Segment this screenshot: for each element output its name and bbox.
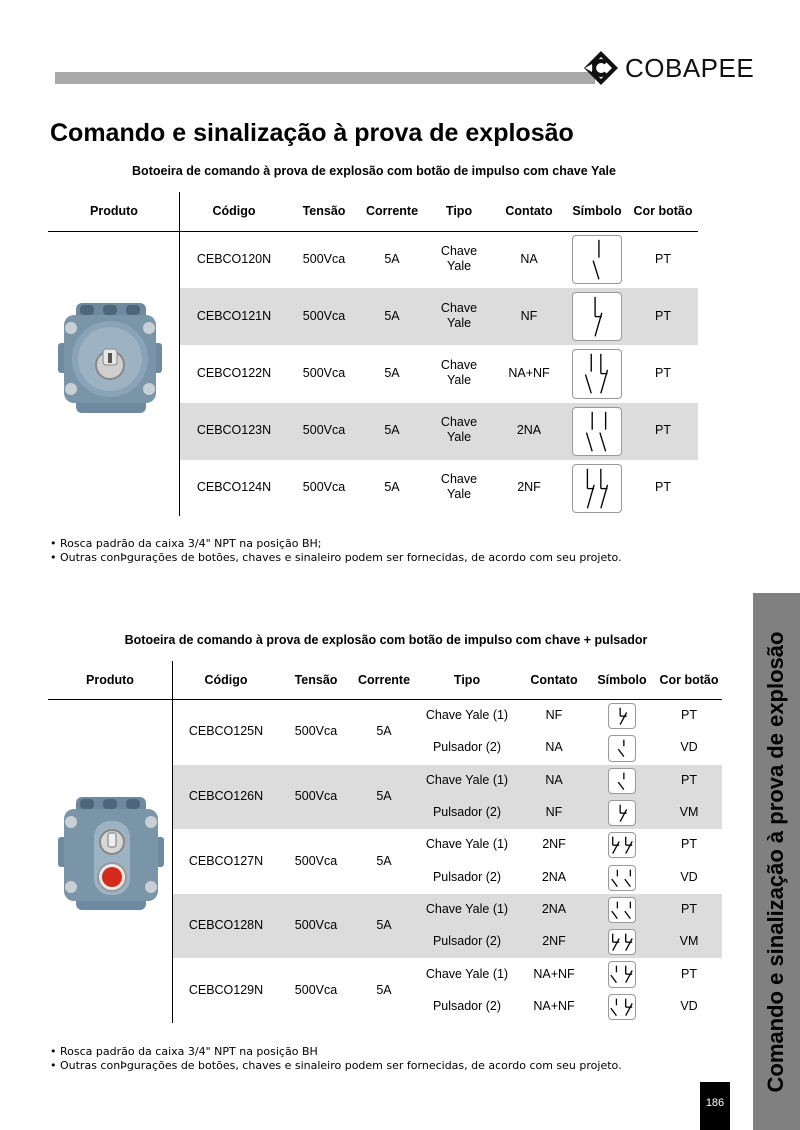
cell-corrente: 5A <box>376 788 392 803</box>
cell-tipo-line2: Yale <box>446 487 472 502</box>
product-image-chave-yale <box>58 303 162 413</box>
header-contato: Contato <box>505 204 553 218</box>
cell-tipo: Chave Yale (1) <box>425 837 509 852</box>
cell-contato: 2NA <box>541 901 567 916</box>
cell-corrente: 5A <box>384 423 400 438</box>
cell-contato: NA <box>545 772 563 787</box>
contact-symbol-icon <box>608 768 636 794</box>
cell-cor-botao: PT <box>681 901 697 916</box>
contact-symbol-icon <box>608 735 636 761</box>
cell-tipo: Chave Yale (1) <box>425 901 509 916</box>
cell-tipo: Chave Yale (1) <box>425 772 509 787</box>
cell-tipo: Pulsador (2) <box>432 740 502 755</box>
header-tensao: Tensão <box>294 673 338 687</box>
cell-contato: NF <box>545 805 563 820</box>
cell-cor-botao: VD <box>680 740 698 755</box>
cobapee-logo-icon <box>583 50 619 86</box>
header-produto: Produto <box>86 673 134 687</box>
contact-symbol-icon <box>608 897 636 923</box>
table2-product-divider <box>172 661 173 1023</box>
cell-tensao: 500Vca <box>302 423 346 438</box>
table2-subtitle: Botoeira de comando à prova de explosão com botão de impulso com chave + pulsador <box>124 633 648 647</box>
cell-cor-botao: PT <box>655 251 671 266</box>
header-tipo: Tipo <box>453 673 481 687</box>
cell-contato: NA <box>545 740 563 755</box>
table2-header-rule <box>48 699 722 700</box>
cell-codigo: CEBCO122N <box>196 366 272 380</box>
cell-codigo: CEBCO127N <box>188 853 264 868</box>
cell-tensao: 500Vca <box>302 366 346 380</box>
header-codigo: Código <box>212 204 256 218</box>
header-tensao: Tensão <box>302 204 346 218</box>
cell-tipo: Pulsador (2) <box>432 998 502 1013</box>
cell-cor-botao: PT <box>681 772 697 787</box>
cell-tipo-line1: Chave <box>440 415 478 430</box>
cell-contato: NA+NF <box>508 366 550 380</box>
page-number-box <box>700 1082 730 1130</box>
cell-corrente: 5A <box>384 251 400 266</box>
page-number: 186 <box>705 1097 725 1109</box>
header-produto: Produto <box>90 204 138 218</box>
contact-symbol-icon <box>608 994 636 1020</box>
cell-codigo: CEBCO129N <box>188 982 264 997</box>
cell-cor-botao: VD <box>680 998 698 1013</box>
cell-contato: NA+NF <box>533 998 575 1013</box>
cell-tensao: 500Vca <box>302 480 346 495</box>
header-contato: Contato <box>530 673 578 687</box>
cell-tipo: Pulsador (2) <box>432 869 502 884</box>
cell-tipo: Chave Yale (1) <box>425 966 509 981</box>
contact-symbol-icon <box>572 407 622 456</box>
note-line: • Outras conÞgurações de botões, chaves e sinaleiro podem ser fornecidas, de acordo com seu projeto. <box>50 551 622 564</box>
cell-contato: 2NA <box>516 423 542 438</box>
cell-tipo-line1: Chave <box>440 300 478 315</box>
contact-symbol-icon <box>572 349 622 398</box>
contact-symbol-icon <box>572 292 622 341</box>
cell-tipo: Pulsador (2) <box>432 805 502 820</box>
header-cor-botao: Cor botão <box>633 204 693 218</box>
cell-cor-botao: PT <box>681 966 697 981</box>
contact-symbol-icon <box>572 464 622 513</box>
product-image-chave-pulsador <box>58 797 164 910</box>
contact-symbol-icon <box>608 703 636 729</box>
cell-tipo: Pulsador (2) <box>432 934 502 949</box>
cell-tipo-line2: Yale <box>446 258 472 273</box>
cell-codigo: CEBCO124N <box>196 480 272 495</box>
cell-tensao: 500Vca <box>294 918 338 933</box>
cell-cor-botao: PT <box>681 708 697 723</box>
cell-tensao: 500Vca <box>302 251 346 266</box>
cell-tipo-line1: Chave <box>440 358 478 372</box>
cell-cor-botao: PT <box>655 308 671 323</box>
cell-cor-botao: PT <box>681 837 697 852</box>
contact-symbol-icon <box>572 235 622 284</box>
cell-codigo: CEBCO123N <box>196 423 272 438</box>
cell-corrente: 5A <box>384 308 400 323</box>
cell-contato: NF <box>545 708 563 723</box>
table1-subtitle: Botoeira de comando à prova de explosão com botão de impulso com chave Yale <box>132 164 616 178</box>
note-line: • Rosca padrão da caixa 3/4" NPT na posição BH <box>50 1045 318 1058</box>
side-tab-label: Comando e sinalização à prova de explosão <box>763 631 788 1093</box>
header-corrente: Corrente <box>365 204 419 218</box>
cell-corrente: 5A <box>376 982 392 997</box>
cell-contato: NF <box>520 308 538 323</box>
cell-tipo-line1: Chave <box>440 243 478 258</box>
header-bar <box>55 72 595 84</box>
contact-symbol-icon <box>608 800 636 826</box>
cell-tipo: Chave Yale (1) <box>425 708 509 723</box>
contact-symbol-icon <box>608 961 636 987</box>
cell-codigo: CEBCO128N <box>188 918 264 933</box>
header-corrente: Corrente <box>357 673 411 687</box>
cell-tensao: 500Vca <box>294 724 338 739</box>
cell-cor-botao: PT <box>655 366 671 380</box>
cell-contato: 2NA <box>541 869 567 884</box>
header-tipo: Tipo <box>445 204 473 218</box>
note-line: • Rosca padrão da caixa 3/4" NPT na posição BH; <box>50 537 322 550</box>
cell-codigo: CEBCO121N <box>196 308 272 323</box>
cell-cor-botao: PT <box>655 423 671 438</box>
cell-tipo-line1: Chave <box>440 472 478 487</box>
cell-corrente: 5A <box>384 480 400 495</box>
cell-contato: 2NF <box>542 934 566 949</box>
table1-product-divider <box>179 192 180 516</box>
cell-codigo: CEBCO125N <box>188 724 264 739</box>
note-line: • Outras conÞgurações de botões, chaves e sinaleiro podem ser fornecidas, de acordo com seu projeto. <box>50 1059 622 1072</box>
cell-contato: NA+NF <box>533 966 575 981</box>
cell-cor-botao: VM <box>679 805 699 820</box>
cell-corrente: 5A <box>376 918 392 933</box>
cell-tensao: 500Vca <box>294 853 338 868</box>
cell-tipo-line2: Yale <box>446 373 472 387</box>
cell-tensao: 500Vca <box>294 982 338 997</box>
cell-tensao: 500Vca <box>302 308 346 323</box>
header-codigo: Código <box>204 673 248 687</box>
contact-symbol-icon <box>608 832 636 858</box>
contact-symbol-icon <box>608 929 636 955</box>
page-title: Comando e sinalização à prova de explosão <box>50 119 574 147</box>
cell-corrente: 5A <box>376 853 392 868</box>
cell-corrente: 5A <box>376 724 392 739</box>
table1-header-rule <box>48 231 698 232</box>
contact-symbol-icon <box>608 865 636 891</box>
cell-contato: 2NF <box>542 837 566 852</box>
cell-tipo-line2: Yale <box>446 315 472 330</box>
cell-tensao: 500Vca <box>294 788 338 803</box>
header-simbolo: Símbolo <box>597 673 647 687</box>
header-cor-botao: Cor botão <box>659 673 719 687</box>
cell-contato: NA <box>520 251 538 266</box>
cell-codigo: CEBCO126N <box>188 788 264 803</box>
cell-tipo-line2: Yale <box>446 430 472 445</box>
header-simbolo: Símbolo <box>572 204 622 218</box>
cell-cor-botao: VD <box>680 869 698 884</box>
brand-name: COBAPEE <box>625 52 755 83</box>
brand-logo <box>583 50 754 86</box>
cell-contato: 2NF <box>517 480 541 495</box>
cell-corrente: 5A <box>384 366 400 380</box>
cell-cor-botao: VM <box>679 934 699 949</box>
cell-codigo: CEBCO120N <box>196 251 272 266</box>
cell-cor-botao: PT <box>655 480 671 495</box>
